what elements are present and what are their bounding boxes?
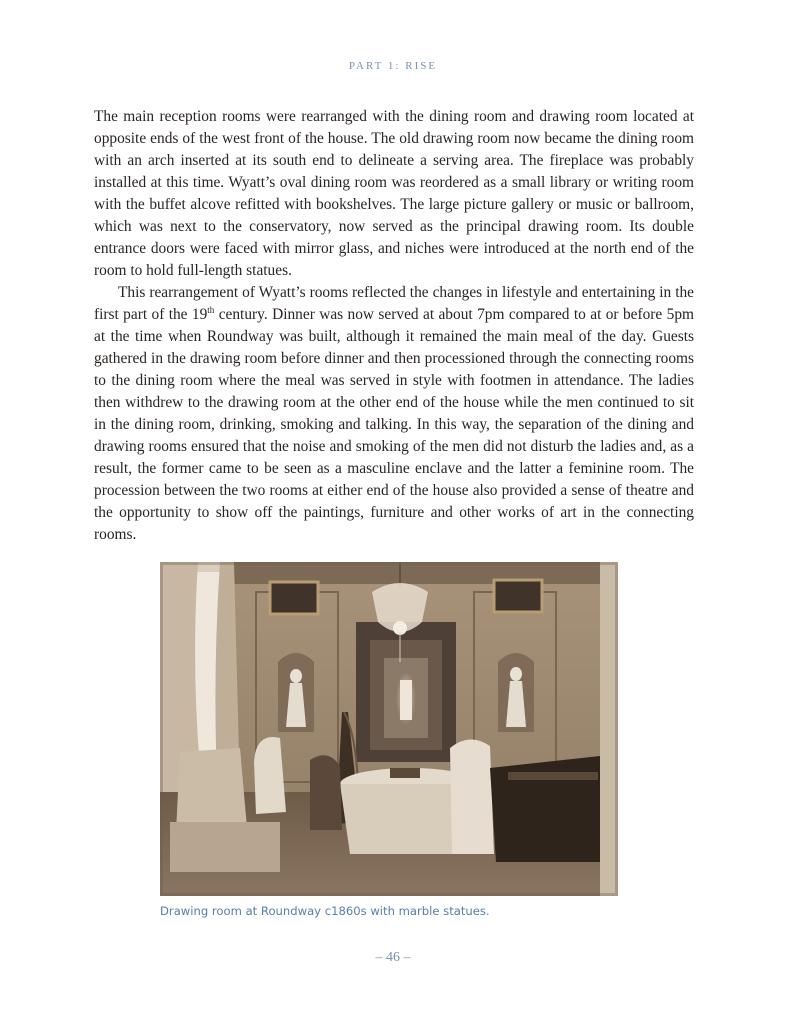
paragraph-2 xyxy=(94,282,694,546)
paragraph-2-start: This rearrangement of Wyatt’s rooms reflected the changes in lifestyle and entertaining in the first part of the 19 xyxy=(94,284,694,323)
body-text xyxy=(94,106,694,546)
page-number: – 46 – xyxy=(375,950,411,965)
paragraph-2-end: century. Dinner was now served at about 7pm compared to at or before 5pm at the time when Roundway was built, although it remained the main meal of the day. Guests gathered in the drawing room before dinner and then processioned through the connecting rooms to the dining room where the meal was served in style with footmen in attendance. The ladies then withdrew to the drawing room at the other end of the house while the men continued to sit in the dining room, drinking, smoking and talking. In this way, the separation of the dining and drawing rooms ensured that the noise and smoking of the men did not disturb the ladies and, as a result, the former came to be seen as a masculine enclave and the latter a feminine room. The procession between the two rooms at either end of the house also provided a sense of theatre and the opportunity to show off the paintings, furniture and other works of art in the connecting rooms. xyxy=(94,306,694,543)
ordinal-suffix: th xyxy=(207,304,215,315)
figure-caption: Drawing room at Roundway c1860s with marble statues. xyxy=(160,904,490,918)
drawing-room-illustration xyxy=(160,562,618,896)
drawing-room-photo xyxy=(160,562,618,896)
running-head: PART 1: RISE xyxy=(348,60,438,72)
paragraph-1: The main reception rooms were rearranged with the dining room and drawing room located at opposite ends of the west front of the house. The old drawing room now became the dining room with an arch inserted at its south end to delineate a serving area. The fireplace was probably installed at this time. Wyatt’s oval dining room was reordered as a small library or writing room with the buffet alcove refitted with bookshelves. The large picture gallery or music or ballroom, which was next to the conservatory, now served as the principal drawing room. Its double entrance doors were faced with mirror glass, and niches were introduced at the north end of the room to hold full-length statues. xyxy=(94,108,694,279)
